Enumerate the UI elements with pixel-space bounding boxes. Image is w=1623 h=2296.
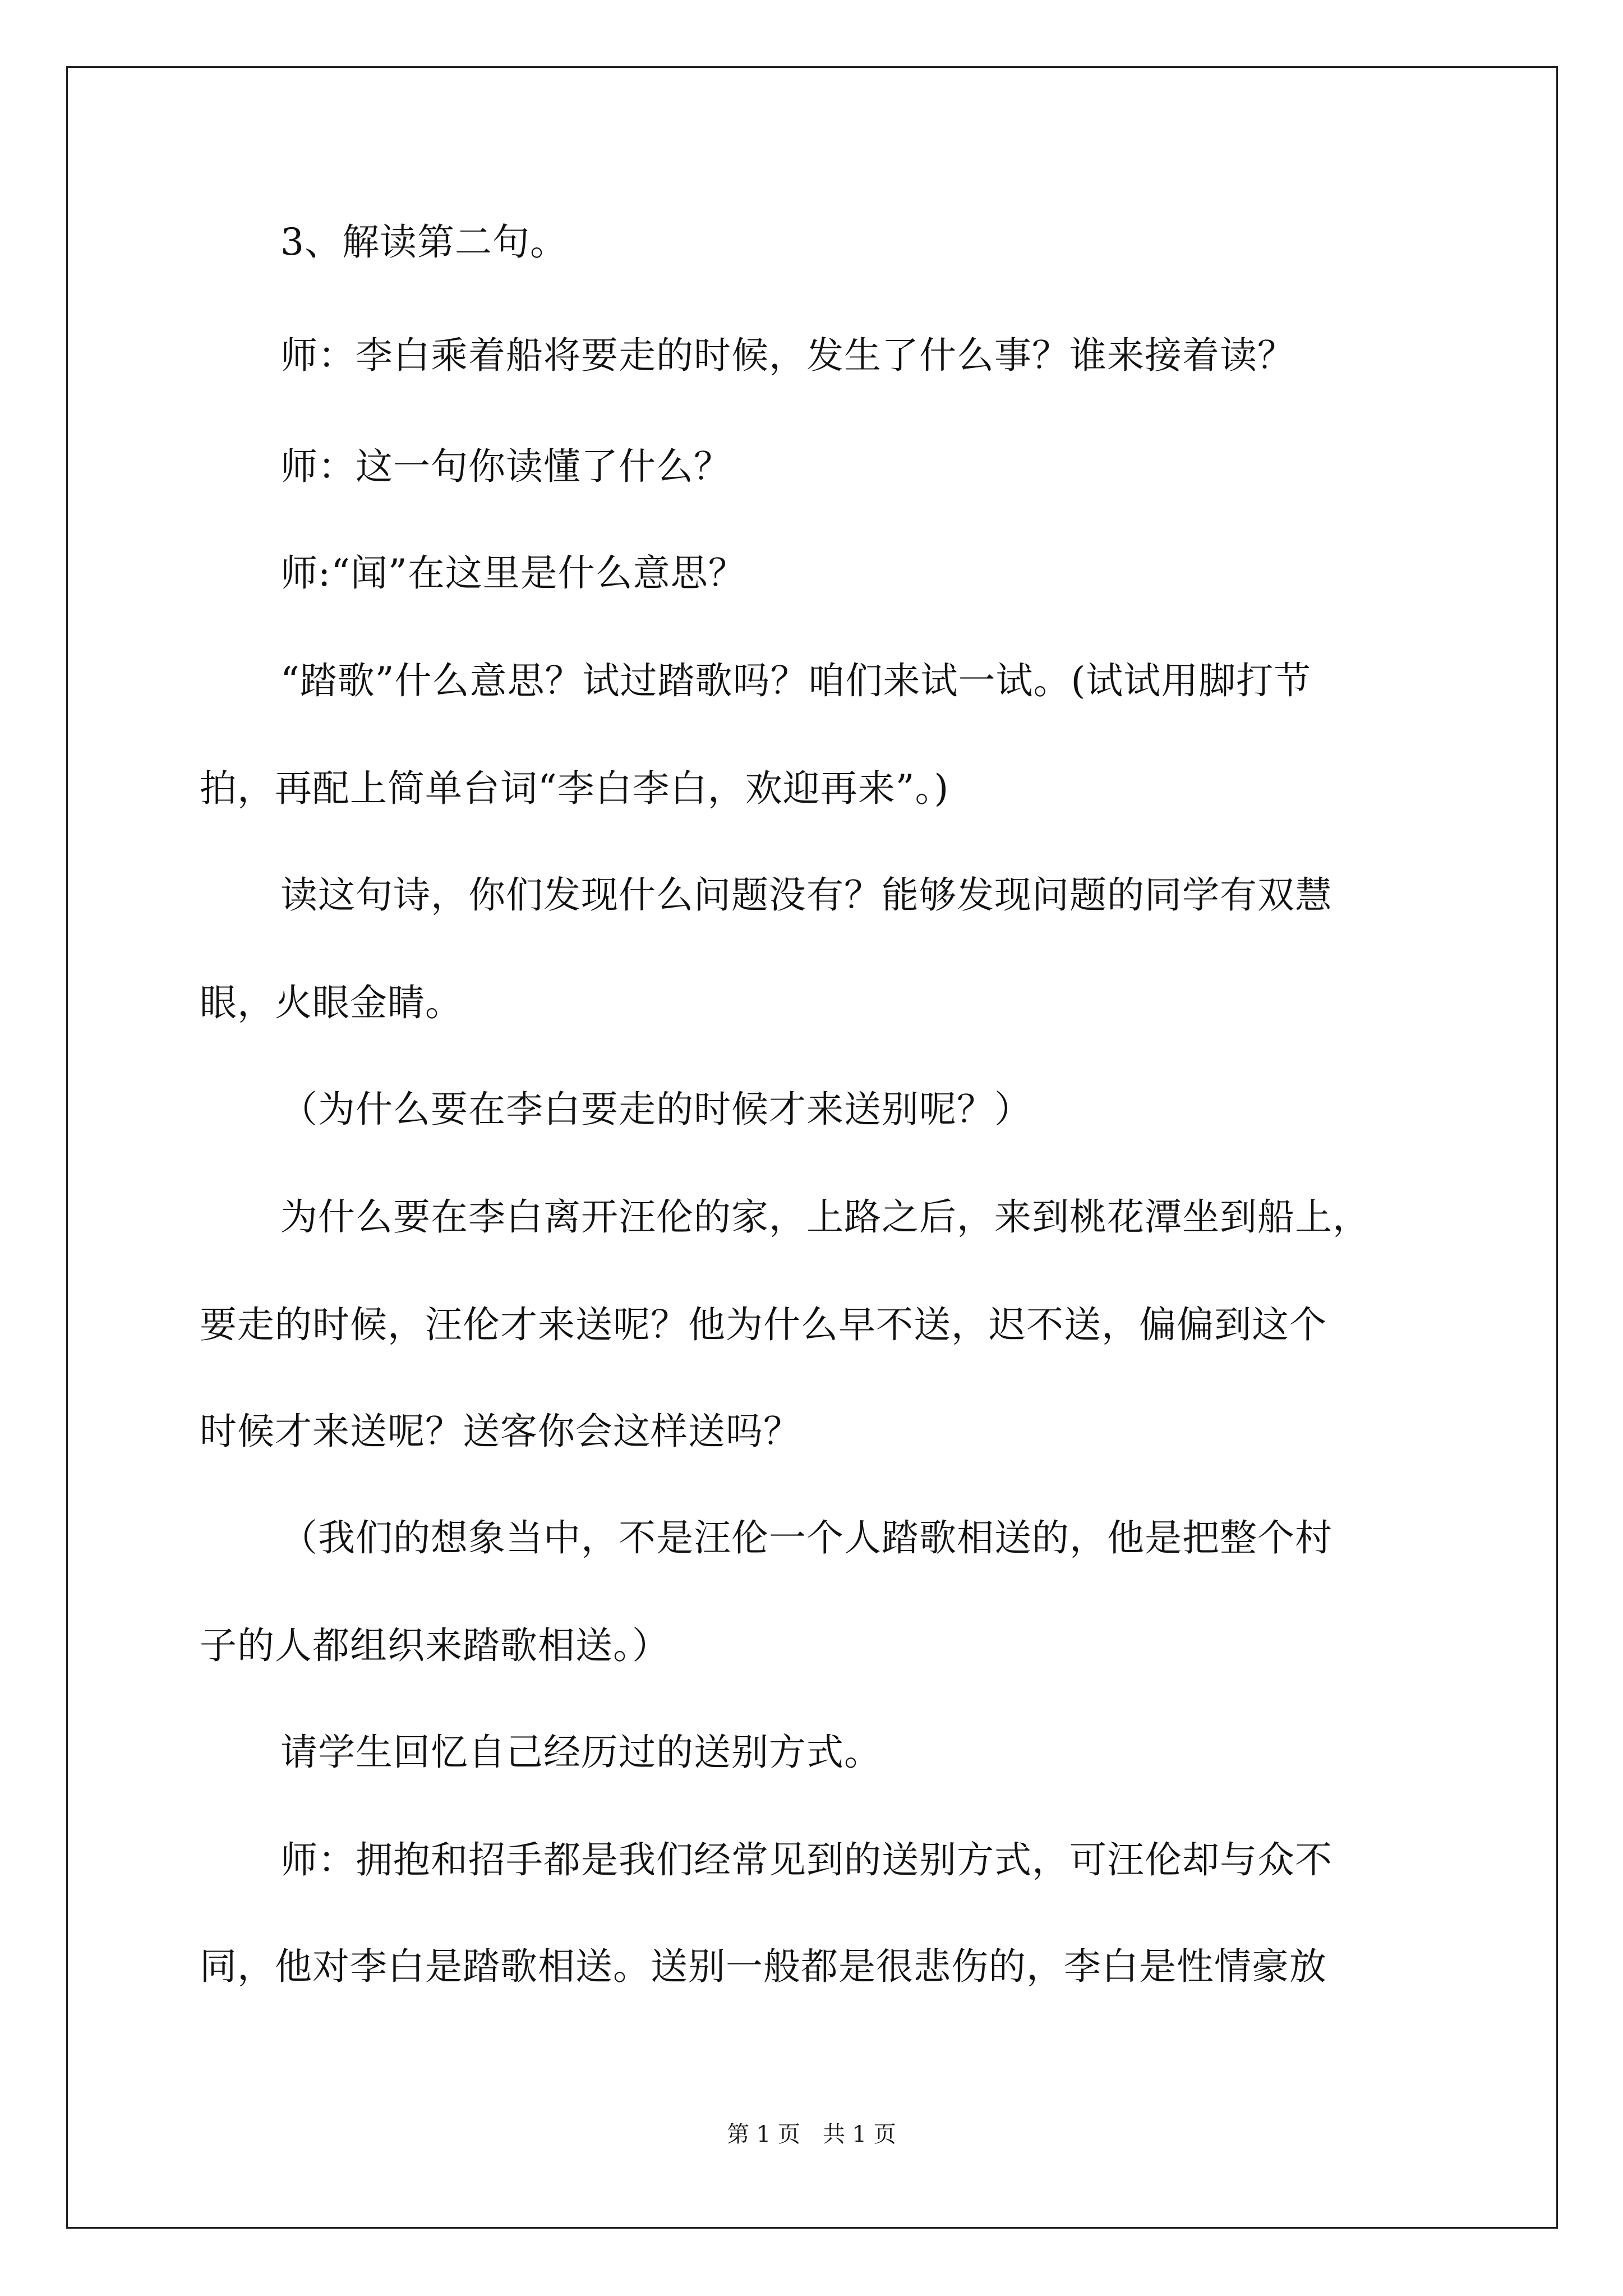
paragraph-line: 师：拥抱和招手都是我们经常见到的送别方式，可汪伦却与众不 <box>280 1838 1332 1881</box>
paragraph-line: 时候才来送呢？送客你会这样送吗？ <box>200 1410 801 1453</box>
paragraph-line: 师：李白乘着船将要走的时候，发生了什么事？谁来接着读？ <box>280 334 1295 377</box>
paragraph-line: 子的人都组织来踏歌相送。） <box>200 1624 670 1667</box>
page-number-footer: 第 1 页 共 1 页 <box>727 2122 896 2147</box>
paragraph-line: 请学生回忆自己经历过的送别方式。 <box>280 1731 882 1774</box>
paragraph-line: “踏歌”什么意思？试过踏歌吗？咱们来试一试。(试试用脚打节 <box>280 659 1312 702</box>
paragraph-line: 眼，火眼金睛。 <box>200 981 463 1024</box>
page-border <box>66 66 1558 2229</box>
paragraph-line: 读这句诗，你们发现什么问题没有？能够发现问题的同学有双慧 <box>280 873 1332 917</box>
paragraph-line: 拍，再配上简单台词“李白李白，欢迎再来”。) <box>200 767 949 810</box>
paragraph-line: 3、解读第二句。 <box>280 220 568 264</box>
paragraph-line: 要走的时候，汪伦才来送呢？他为什么早不送，迟不送，偏偏到这个 <box>200 1303 1327 1346</box>
paragraph-line: 为什么要在李白离开汪伦的家，上路之后，来到桃花潭坐到船上， <box>280 1195 1370 1239</box>
paragraph-line: 同，他对李白是踏歌相送。送别一般都是很悲伤的，李白是性情豪放 <box>200 1945 1327 1988</box>
paragraph-line: （我们的想象当中，不是汪伦一个人踏歌相送的，他是把整个村 <box>280 1516 1332 1559</box>
paragraph-line: 师：这一句你读懂了什么？ <box>280 445 731 488</box>
paragraph-line: （为什么要在李白要走的时候才来送别呢？） <box>280 1088 1032 1131</box>
paragraph-line: 师:“闻”在这里是什么意思？ <box>280 551 746 595</box>
